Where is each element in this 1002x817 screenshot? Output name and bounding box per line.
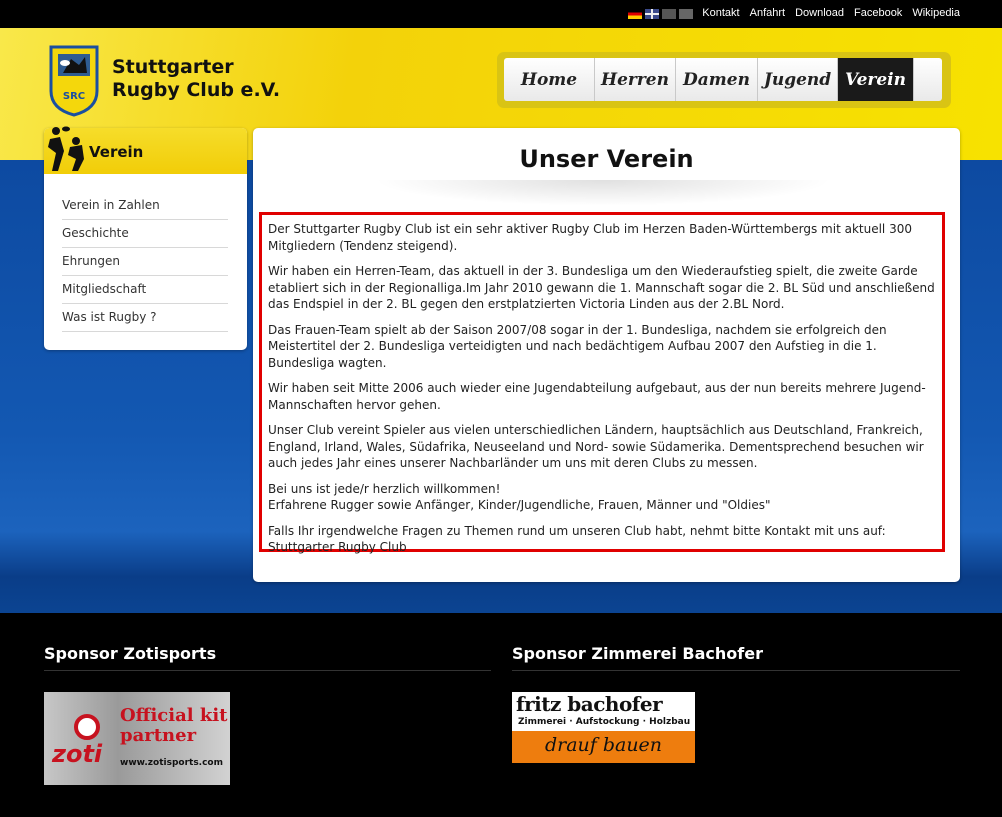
main-nav bbox=[504, 58, 942, 101]
zoti-kit-line1: Official kit bbox=[120, 705, 228, 726]
sponsor-bachofer-title: Sponsor Zimmerei Bachofer bbox=[512, 644, 763, 663]
flag-icon[interactable] bbox=[662, 9, 676, 19]
nav-herren[interactable]: Herren bbox=[595, 58, 676, 101]
top-link-download[interactable]: Download bbox=[795, 7, 844, 19]
page-title: Unser Verein bbox=[519, 145, 694, 173]
flag-icon[interactable] bbox=[679, 9, 693, 19]
zoti-logo-icon bbox=[74, 714, 100, 740]
sponsor-zotisports-title: Sponsor Zotisports bbox=[44, 644, 217, 663]
sidebar-menu bbox=[62, 192, 228, 332]
paragraph: Wir haben ein Herren-Team, das aktuell in der 3. Bundesliga um den Wiederaufstieg spielt, die zweite Garde etabliert sich in der Regionalliga.Im Jahr 2010 gewann die 1. Mannschaft sogar die 2. BL Süd und anschließend das Endspiel in der 2. BL gegen den erstplatzierten Victoria Linden aus der 2.BL Nord. bbox=[268, 264, 935, 311]
sidebar-item-verein-in-zahlen[interactable]: Verein in Zahlen bbox=[62, 192, 228, 220]
top-link-anfahrt[interactable]: Anfahrt bbox=[749, 7, 786, 19]
paragraph: Unser Club vereint Spieler aus vielen unterschiedlichen Ländern, hauptsächlich aus Deutschland, Frankreich, England, Irland, Wales, Südafrika, Neuseeland und Nord- sowie Südamerika. Dementsprechend besuchen wir auch jedes Jahr eines unserer Nachbarländer um uns mit deren Clubs zu messen. bbox=[268, 423, 924, 470]
paragraph: Das Frauen-Team spielt ab der Saison 2007/08 sogar in der 1. Bundesliga, nachdem sie erfolgreich den Meistertitel der 2. Bundesliga verteidigten und nach bedächtigem Aufbau 2007 den Aufstieg in die 1. Bundesliga wagten. bbox=[268, 322, 887, 370]
bachofer-slogan: drauf bauen bbox=[544, 734, 663, 756]
sidebar bbox=[44, 128, 247, 350]
article-text bbox=[259, 212, 945, 552]
footer-divider bbox=[44, 670, 491, 671]
bachofer-banner[interactable] bbox=[512, 692, 695, 763]
zoti-kit-text bbox=[120, 706, 227, 746]
flag-de-icon[interactable] bbox=[628, 9, 642, 19]
flag-uk-icon[interactable] bbox=[645, 9, 659, 19]
nav-damen[interactable]: Damen bbox=[676, 58, 758, 101]
footer bbox=[0, 613, 1002, 817]
zoti-url: www.zotisports.com bbox=[120, 758, 223, 768]
zoti-kit-line2: partner bbox=[120, 725, 197, 746]
club-logo[interactable] bbox=[49, 45, 99, 117]
zoti-brand: zoti bbox=[52, 740, 103, 768]
paragraph: Wir haben seit Mitte 2006 auch wieder eine Jugendabteilung aufgebaut, aus der nun bereits mehrere Jugend-Mannschaften hervor gehen. bbox=[268, 381, 926, 412]
bachofer-subtitle: Zimmerei · Aufstockung · Holzbau bbox=[518, 717, 691, 727]
sidebar-item-ehrungen[interactable]: Ehrungen bbox=[62, 248, 228, 276]
paragraph: Der Stuttgarter Rugby Club ist ein sehr aktiver Rugby Club im Herzen Baden-Württembergs mit aktuell 300 Mitgliedern (Tendenz steigend). bbox=[268, 222, 912, 253]
top-links bbox=[702, 7, 960, 19]
logo-letters: SRC bbox=[62, 91, 86, 102]
rugby-player-icon bbox=[46, 125, 86, 173]
top-link-kontakt[interactable]: Kontakt bbox=[702, 7, 740, 19]
sidebar-header bbox=[44, 128, 247, 174]
paragraph: Bei uns ist jede/r herzlich willkommen! bbox=[268, 481, 501, 496]
nav-home[interactable]: Home bbox=[504, 58, 595, 101]
paragraph: Erfahrene Rugger sowie Anfänger, Kinder/Jugendliche, Frauen, Männer und "Oldies" bbox=[268, 498, 771, 512]
top-link-facebook[interactable]: Facebook bbox=[854, 7, 903, 19]
sidebar-title: Verein bbox=[89, 143, 144, 161]
nav-verein[interactable]: Verein bbox=[838, 58, 914, 101]
sidebar-item-mitgliedschaft[interactable]: Mitgliedschaft bbox=[62, 276, 228, 304]
club-name-line2: Rugby Club e.V. bbox=[112, 79, 281, 101]
sidebar-item-geschichte[interactable]: Geschichte bbox=[62, 220, 228, 248]
title-divider bbox=[373, 180, 833, 206]
club-name[interactable] bbox=[112, 56, 280, 102]
top-link-wikipedia[interactable]: Wikipedia bbox=[912, 7, 960, 19]
bachofer-name: fritz bachofer bbox=[516, 692, 663, 716]
nav-jugend[interactable]: Jugend bbox=[758, 58, 838, 101]
club-name-line1: Stuttgarter bbox=[112, 56, 234, 78]
footer-divider bbox=[512, 670, 960, 671]
sidebar-item-was-ist-rugby[interactable]: Was ist Rugby ? bbox=[62, 304, 228, 332]
main-content bbox=[253, 128, 960, 582]
paragraph: Falls Ihr irgendwelche Fragen zu Themen rund um unseren Club habt, nehmt bitte Kontakt mit uns auf: Stuttgarter Rugby Club bbox=[268, 523, 886, 554]
top-bar bbox=[0, 0, 1002, 28]
language-flags bbox=[628, 9, 693, 19]
zotisports-banner[interactable] bbox=[44, 692, 230, 785]
